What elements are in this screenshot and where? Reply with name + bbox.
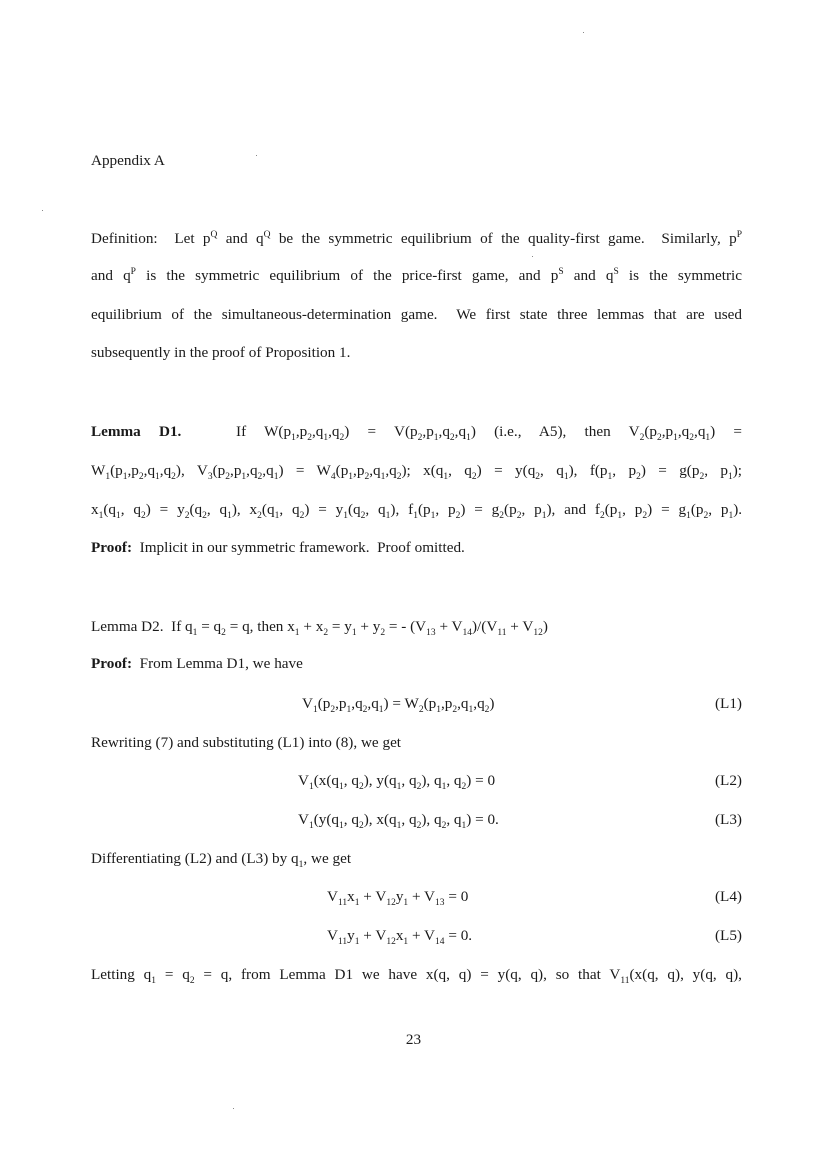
equation-label-l1: (L1) bbox=[715, 695, 742, 712]
equation-label-l5: (L5) bbox=[715, 927, 742, 944]
scan-speck bbox=[42, 210, 43, 211]
scan-speck bbox=[256, 155, 257, 156]
page-number: 23 bbox=[405, 1031, 422, 1048]
lemma-d1-line-1: Lemma D1. If $W(p_1,p_2,q_1,q_2) = V(p_2,p_1,q_2,q_1)$ (i.e., A5), then $V_2(p_2,p_1,q_2,q_1)$ = bbox=[91, 423, 742, 444]
scan-speck bbox=[532, 256, 533, 257]
lemma-d2-proof-intro: Proof: From Lemma D1, we have bbox=[91, 655, 303, 672]
equation-l4: $V_{11}x_1 + V_{12}y_1 + V_{13} = 0$ bbox=[327, 888, 469, 909]
lemma-d1-proof: Proof: Implicit in our symmetric framework. Proof omitted. bbox=[91, 539, 465, 556]
lemma-d2-statement: Lemma D2. If $q_1 = q_2 = q$, then $x_1 + x_2 = y_1 + y_2$ = - $(V_{13} + V_{14})/(V_{11} + V_{12})$ bbox=[91, 618, 548, 639]
definition-line-2: and $q^P$ is the symmetric equilibrium of the price-first game, and $p^S$ and $q^S$ is the symmetric bbox=[91, 266, 742, 284]
equation-l2: $V_1(x(q_1$, $q_2$), $y(q_1$, $q_2$), $q_1$, $q_2) = 0$ bbox=[298, 772, 496, 793]
scan-speck bbox=[233, 1108, 234, 1109]
equation-l3: $V_1(y(q_1$, $q_2$), $x(q_1$, $q_2$), $q_2$, $q_1) = 0$. bbox=[298, 811, 499, 832]
equation-l5: $V_{11}y_1 + V_{12}x_1 + V_{14} = 0$. bbox=[327, 927, 473, 948]
rewriting-text: Rewriting (7) and substituting (L1) into (8), we get bbox=[91, 734, 402, 751]
definition-line-3: equilibrium of the simultaneous-determination game. We first state three lemmas that are used bbox=[91, 306, 742, 323]
definition-line-1: Definition: Let $p^Q$ and $q^Q$ be the symmetric equilibrium of the quality-first game. Similarly, $p^P$ bbox=[91, 229, 742, 247]
lemma-d1-line-3: $x_1(q_1$, $q_2) = y_2(q_2$, $q_1$), $x_2(q_1$, $q_2) = y_1(q_2$, $q_1$), $f_1(p_1$, $p_2) = g_2(p_2$, $p_1$), and $f_2(p_1$, $p_2) = g_1(p_2$, $p_1$). bbox=[91, 501, 743, 522]
equation-label-l4: (L4) bbox=[715, 888, 742, 905]
definition-line-4: subsequently in the proof of Proposition 1. bbox=[91, 344, 351, 361]
equation-label-l2: (L2) bbox=[715, 772, 742, 789]
scan-speck bbox=[583, 32, 584, 33]
differentiating-text: Differentiating (L2) and (L3) by $q_1$, we get bbox=[91, 850, 352, 871]
letting-text: Letting $q_1 = q_2 = q$, from Lemma D1 we have x(q, q) = y(q, q), so that $V_{11}(x(q$, q), y(q, q), bbox=[91, 966, 742, 987]
equation-label-l3: (L3) bbox=[715, 811, 742, 828]
equation-l1: $V_1(p_2,p_1,q_2,q_1) = W_2(p_1,p_2,q_1,q_2)$ bbox=[302, 695, 495, 716]
lemma-d1-line-2: $W_1(p_1,p_2,q_1,q_2)$, $V_3(p_2,p_1,q_2,q_1) = W_4(p_1,p_2,q_1,q_2)$; $x(q_1$, $q_2) = y(q_2$, $q_1$), $f(p_1$, $p_2) = g(p_2$, $p_1$); bbox=[91, 462, 743, 483]
section-heading: Appendix A bbox=[91, 152, 165, 169]
